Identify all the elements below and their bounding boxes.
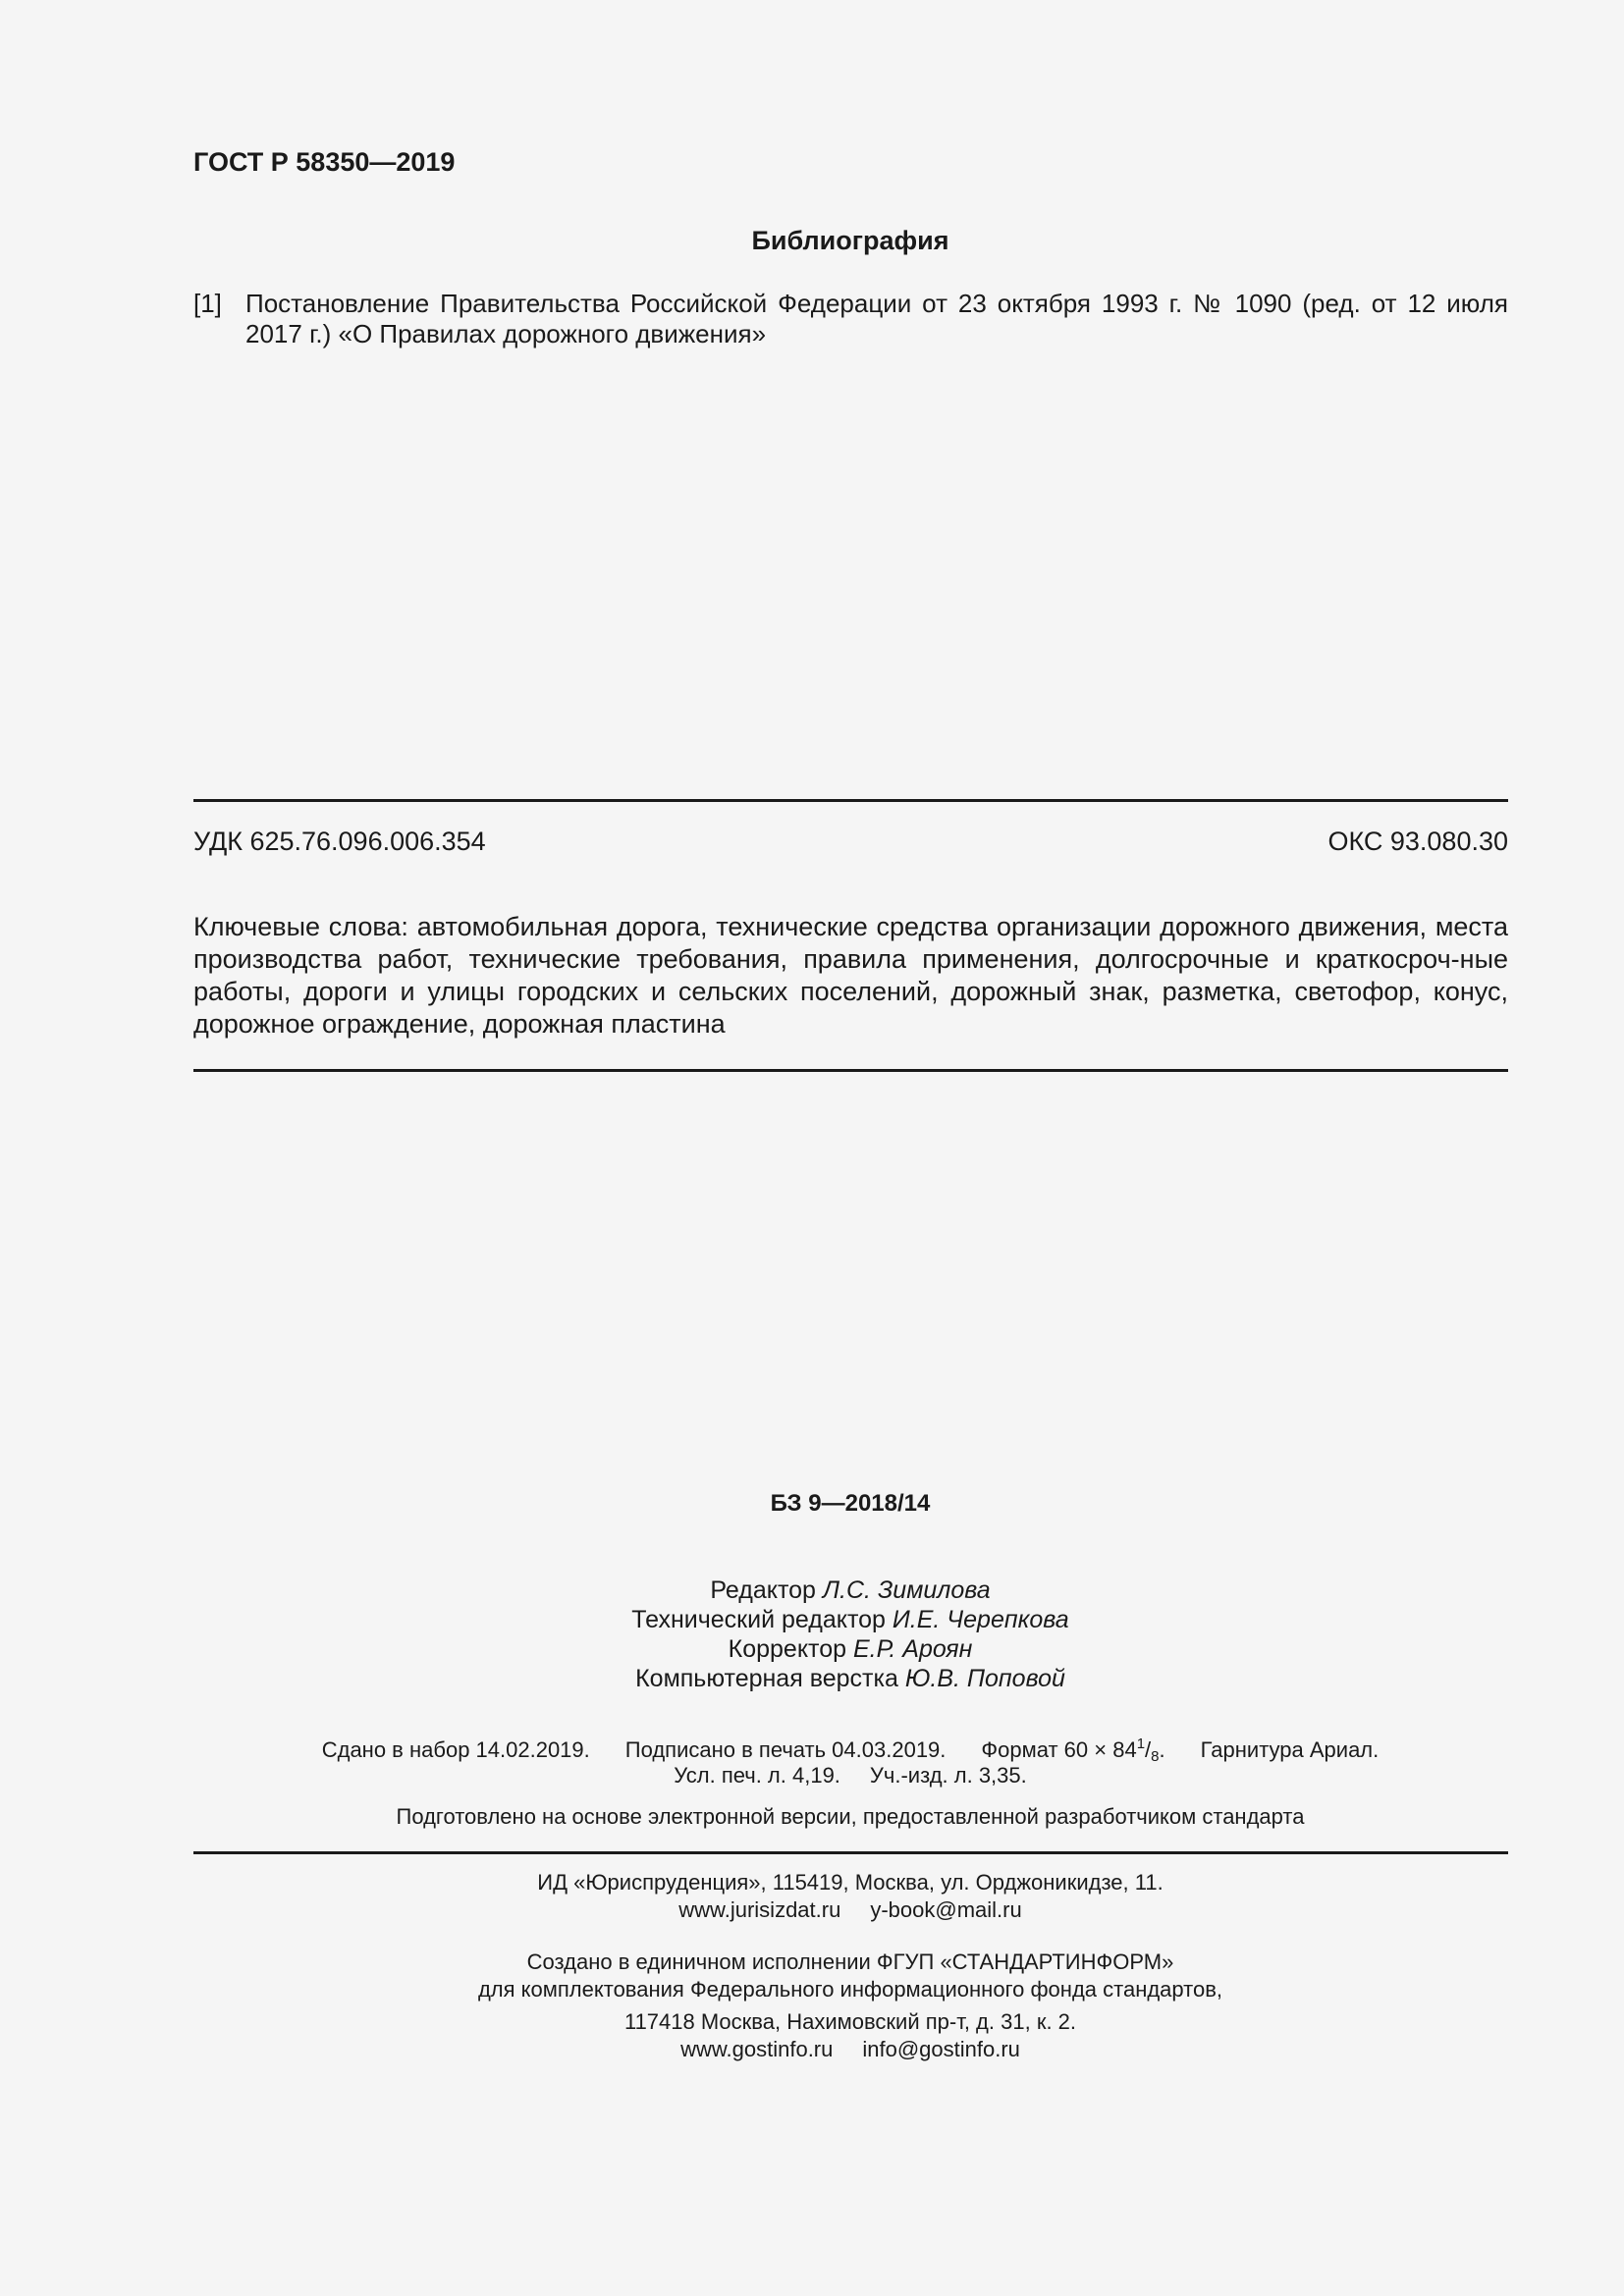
- corrector-line: [0, 1635, 1624, 1664]
- layout-line: [0, 1665, 1624, 1693]
- format-info: Формат $60 \times 84^1/_8$.: [981, 1735, 1165, 1765]
- creator-contacts: [0, 2037, 1624, 2062]
- creator-line-1: Создано в единичном исполнении ФГУП «СТАНДАРТИНФОРМ»: [526, 1949, 1174, 1974]
- bibliography-title: Библиография: [751, 226, 949, 255]
- creator-line-2: для комплектования Федерального информационного фонда стандартов,: [477, 1977, 1223, 2002]
- publisher-contacts: [0, 1897, 1624, 1923]
- creator-email: info@gostinfo.ru: [862, 2037, 1020, 2061]
- creator-website: www.gostinfo.ru: [680, 2037, 834, 2061]
- prepared-note: Подготовлено на основе электронной версии, предоставленной разработчиком стандарта: [396, 1804, 1305, 1829]
- typeface-info: Гарнитура Ариал.: [1200, 1737, 1380, 1762]
- tech-editor-label: Технический редактор: [631, 1606, 886, 1633]
- divider-bottom: [193, 1851, 1508, 1854]
- sheets-line: [0, 1763, 1624, 1789]
- tech-editor-name: И.Е. Черепкова: [892, 1606, 1069, 1633]
- editor-label: Редактор: [710, 1576, 816, 1604]
- corrector-name: Е.Р. Ароян: [852, 1635, 973, 1663]
- bibliography-item-text: Постановление Правительства Российской Федерации от 23 октября 1993 г. № 1090 (ред. от 12 июля 2017 г.) «О Правилах дорожного движения»: [245, 289, 1508, 348]
- keywords-paragraph: Ключевые слова: автомобильная дорога, технические средства организации дорожного движения, места производства работ, технические требования, правила применения, долгосрочные и краткосроч-ные работы, дороги и улицы городских и сельских поселений, дорожный знак, разметка, светофор, конус, дорожное ограждение, дорожная пластина: [193, 912, 1508, 1039]
- corrector-label: Корректор: [728, 1635, 847, 1663]
- creator-address: 117418 Москва, Нахимовский пр-т, д. 31, к. 2.: [623, 2009, 1077, 2034]
- publisher-email: y-book@mail.ru: [870, 1897, 1022, 1922]
- bz-code: БЗ 9—2018/14: [770, 1490, 931, 1517]
- editor-line: [0, 1576, 1624, 1605]
- print-sheets: Усл. печ. л. 4,19.: [674, 1763, 840, 1788]
- submitted-date: Сдано в набор 14.02.2019.: [321, 1737, 590, 1762]
- editor-name: Л.С. Зимилова: [822, 1576, 991, 1604]
- tech-editor-line: [0, 1606, 1624, 1634]
- document-code: ГОСТ Р 58350—2019: [193, 147, 456, 177]
- publisher-website: www.jurisizdat.ru: [678, 1897, 841, 1922]
- layout-name: Ю.В. Поповой: [904, 1665, 1065, 1692]
- publisher-address: ИД «Юриспруденция», 115419, Москва, ул. Орджоникидзе, 11.: [537, 1870, 1164, 1895]
- signed-date: Подписано в печать 04.03.2019.: [624, 1737, 947, 1762]
- layout-label: Компьютерная верстка: [635, 1665, 898, 1692]
- divider-keywords: [193, 1069, 1508, 1072]
- bibliography-item-number: [1]: [193, 289, 222, 318]
- divider-top: [193, 799, 1508, 802]
- oks-code: ОКС 93.080.30: [1327, 827, 1508, 856]
- pub-sheets: Уч.-изд. л. 3,35.: [869, 1763, 1027, 1788]
- print-details-line: [0, 1735, 1624, 1765]
- udk-code: УДК 625.76.096.006.354: [193, 827, 486, 856]
